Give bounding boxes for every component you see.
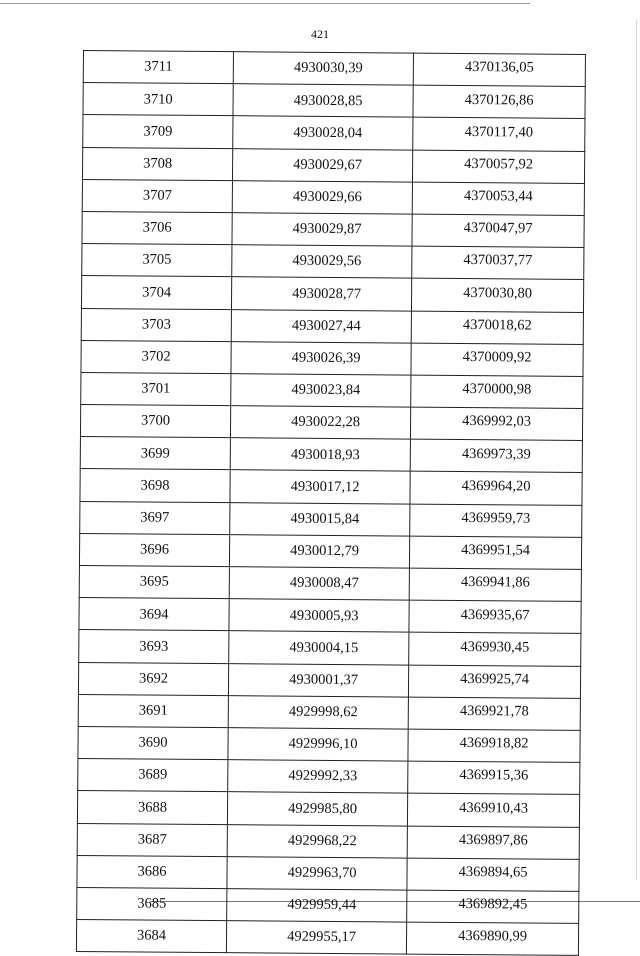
y-coordinate-cell: 4369910,43 <box>407 793 579 827</box>
y-coordinate-cell: 4369992,03 <box>410 407 582 441</box>
y-coordinate-cell: 4370009,92 <box>411 343 583 377</box>
point-number-cell: 3709 <box>83 115 233 148</box>
point-number-cell: 3711 <box>83 51 233 84</box>
point-number-cell: 3694 <box>79 598 229 631</box>
y-coordinate-cell: 4370000,98 <box>411 375 583 409</box>
table-row <box>83 83 585 119</box>
y-coordinate-cell: 4369892,45 <box>407 890 579 924</box>
x-coordinate-cell: 4930017,12 <box>230 470 410 504</box>
x-coordinate-cell: 4930028,04 <box>233 116 413 150</box>
table-row <box>81 308 583 344</box>
x-coordinate-cell: 4929992,33 <box>228 760 408 794</box>
x-coordinate-cell: 4930029,56 <box>232 245 412 279</box>
table-row <box>81 340 583 376</box>
table-row <box>83 115 585 151</box>
y-coordinate-cell: 4370018,62 <box>411 311 583 345</box>
point-number-cell: 3708 <box>82 147 232 180</box>
table-row <box>81 276 583 312</box>
table-row <box>82 211 584 247</box>
y-coordinate-cell: 4370126,86 <box>413 85 585 119</box>
table-row <box>79 565 581 601</box>
point-number-cell: 3684 <box>76 920 226 953</box>
x-coordinate-cell: 4930029,67 <box>232 148 412 182</box>
coordinates-table <box>76 50 586 956</box>
point-number-cell: 3704 <box>81 276 231 309</box>
y-coordinate-cell: 4369918,82 <box>408 729 580 763</box>
table-row <box>78 662 580 698</box>
table-row <box>77 887 579 923</box>
y-coordinate-cell: 4370047,97 <box>412 214 584 248</box>
x-coordinate-cell: 4929968,22 <box>227 824 407 858</box>
point-number-cell: 3685 <box>77 887 227 920</box>
x-coordinate-cell: 4930022,28 <box>230 406 410 440</box>
point-number-cell: 3699 <box>80 437 230 470</box>
table-row <box>79 598 581 634</box>
point-number-cell: 3697 <box>80 501 230 534</box>
y-coordinate-cell: 4370057,92 <box>412 150 584 184</box>
y-coordinate-cell: 4369973,39 <box>410 439 582 473</box>
table-row <box>81 372 583 408</box>
y-coordinate-cell: 4369890,99 <box>406 922 578 956</box>
table-row <box>82 179 584 215</box>
y-coordinate-cell: 4370053,44 <box>412 182 584 216</box>
x-coordinate-cell: 4929963,70 <box>227 856 407 890</box>
x-coordinate-cell: 4930029,66 <box>232 180 412 214</box>
y-coordinate-cell: 4369964,20 <box>410 472 582 506</box>
point-number-cell: 3693 <box>79 630 229 663</box>
point-number-cell: 3706 <box>82 211 232 244</box>
y-coordinate-cell: 4369959,73 <box>410 504 582 538</box>
x-coordinate-cell: 4930001,37 <box>228 663 408 697</box>
table-row <box>78 694 580 730</box>
y-coordinate-cell: 4370037,77 <box>412 246 584 280</box>
table-row <box>83 51 585 87</box>
table-row <box>77 855 579 891</box>
table-row <box>82 244 584 280</box>
y-coordinate-cell: 4370117,40 <box>413 117 585 151</box>
x-coordinate-cell: 4930027,44 <box>231 309 411 343</box>
x-coordinate-cell: 4929955,17 <box>226 921 406 955</box>
x-coordinate-cell: 4929998,62 <box>228 695 408 729</box>
x-coordinate-cell: 4930005,93 <box>229 599 409 633</box>
point-number-cell: 3705 <box>82 244 232 277</box>
table-row <box>77 791 579 827</box>
x-coordinate-cell: 4930029,87 <box>232 213 412 247</box>
point-number-cell: 3687 <box>77 823 227 856</box>
x-coordinate-cell: 4930004,15 <box>229 631 409 665</box>
table-row <box>78 726 580 762</box>
scan-edge-top <box>0 3 530 4</box>
y-coordinate-cell: 4369921,78 <box>408 697 580 731</box>
coordinates-table-body <box>76 51 585 956</box>
point-number-cell: 3710 <box>83 83 233 116</box>
y-coordinate-cell: 4369897,86 <box>407 826 579 860</box>
scan-edge-right <box>636 20 637 880</box>
y-coordinate-cell: 4369930,45 <box>409 632 581 666</box>
x-coordinate-cell: 4930018,93 <box>230 438 410 472</box>
point-number-cell: 3696 <box>79 533 229 566</box>
y-coordinate-cell: 4369894,65 <box>407 858 579 892</box>
x-coordinate-cell: 4930015,84 <box>230 502 410 536</box>
table-row <box>79 533 581 569</box>
y-coordinate-cell: 4370030,80 <box>411 278 583 312</box>
point-number-cell: 3695 <box>79 565 229 598</box>
x-coordinate-cell: 4929959,44 <box>227 889 407 923</box>
y-coordinate-cell: 4369935,67 <box>409 600 581 634</box>
table-row <box>78 759 580 795</box>
point-number-cell: 3692 <box>78 662 228 695</box>
point-number-cell: 3700 <box>80 405 230 438</box>
y-coordinate-cell: 4369941,86 <box>409 568 581 602</box>
x-coordinate-cell: 4930023,84 <box>231 374 411 408</box>
table-row <box>77 823 579 859</box>
x-coordinate-cell: 4929985,80 <box>227 792 407 826</box>
point-number-cell: 3690 <box>78 726 228 759</box>
x-coordinate-cell: 4930030,39 <box>233 52 413 86</box>
point-number-cell: 3703 <box>81 308 231 341</box>
coordinates-table-wrapper <box>76 50 578 956</box>
point-number-cell: 3689 <box>78 759 228 792</box>
y-coordinate-cell: 4370136,05 <box>413 53 585 87</box>
point-number-cell: 3688 <box>77 791 227 824</box>
point-number-cell: 3698 <box>80 469 230 502</box>
x-coordinate-cell: 4929996,10 <box>228 728 408 762</box>
y-coordinate-cell: 4369915,36 <box>408 761 580 795</box>
y-coordinate-cell: 4369925,74 <box>408 665 580 699</box>
x-coordinate-cell: 4930028,85 <box>233 84 413 118</box>
x-coordinate-cell: 4930008,47 <box>229 567 409 601</box>
point-number-cell: 3707 <box>82 179 232 212</box>
table-row <box>79 630 581 666</box>
y-coordinate-cell: 4369951,54 <box>409 536 581 570</box>
table-row <box>76 920 578 956</box>
table-row <box>80 469 582 505</box>
point-number-cell: 3691 <box>78 694 228 727</box>
point-number-cell: 3701 <box>81 372 231 405</box>
x-coordinate-cell: 4930028,77 <box>231 277 411 311</box>
point-number-cell: 3686 <box>77 855 227 888</box>
point-number-cell: 3702 <box>81 340 231 373</box>
table-row <box>80 501 582 537</box>
x-coordinate-cell: 4930026,39 <box>231 341 411 375</box>
table-row <box>80 405 582 441</box>
table-row <box>80 437 582 473</box>
table-row <box>82 147 584 183</box>
x-coordinate-cell: 4930012,79 <box>229 534 409 568</box>
page-number: 421 <box>311 27 329 41</box>
